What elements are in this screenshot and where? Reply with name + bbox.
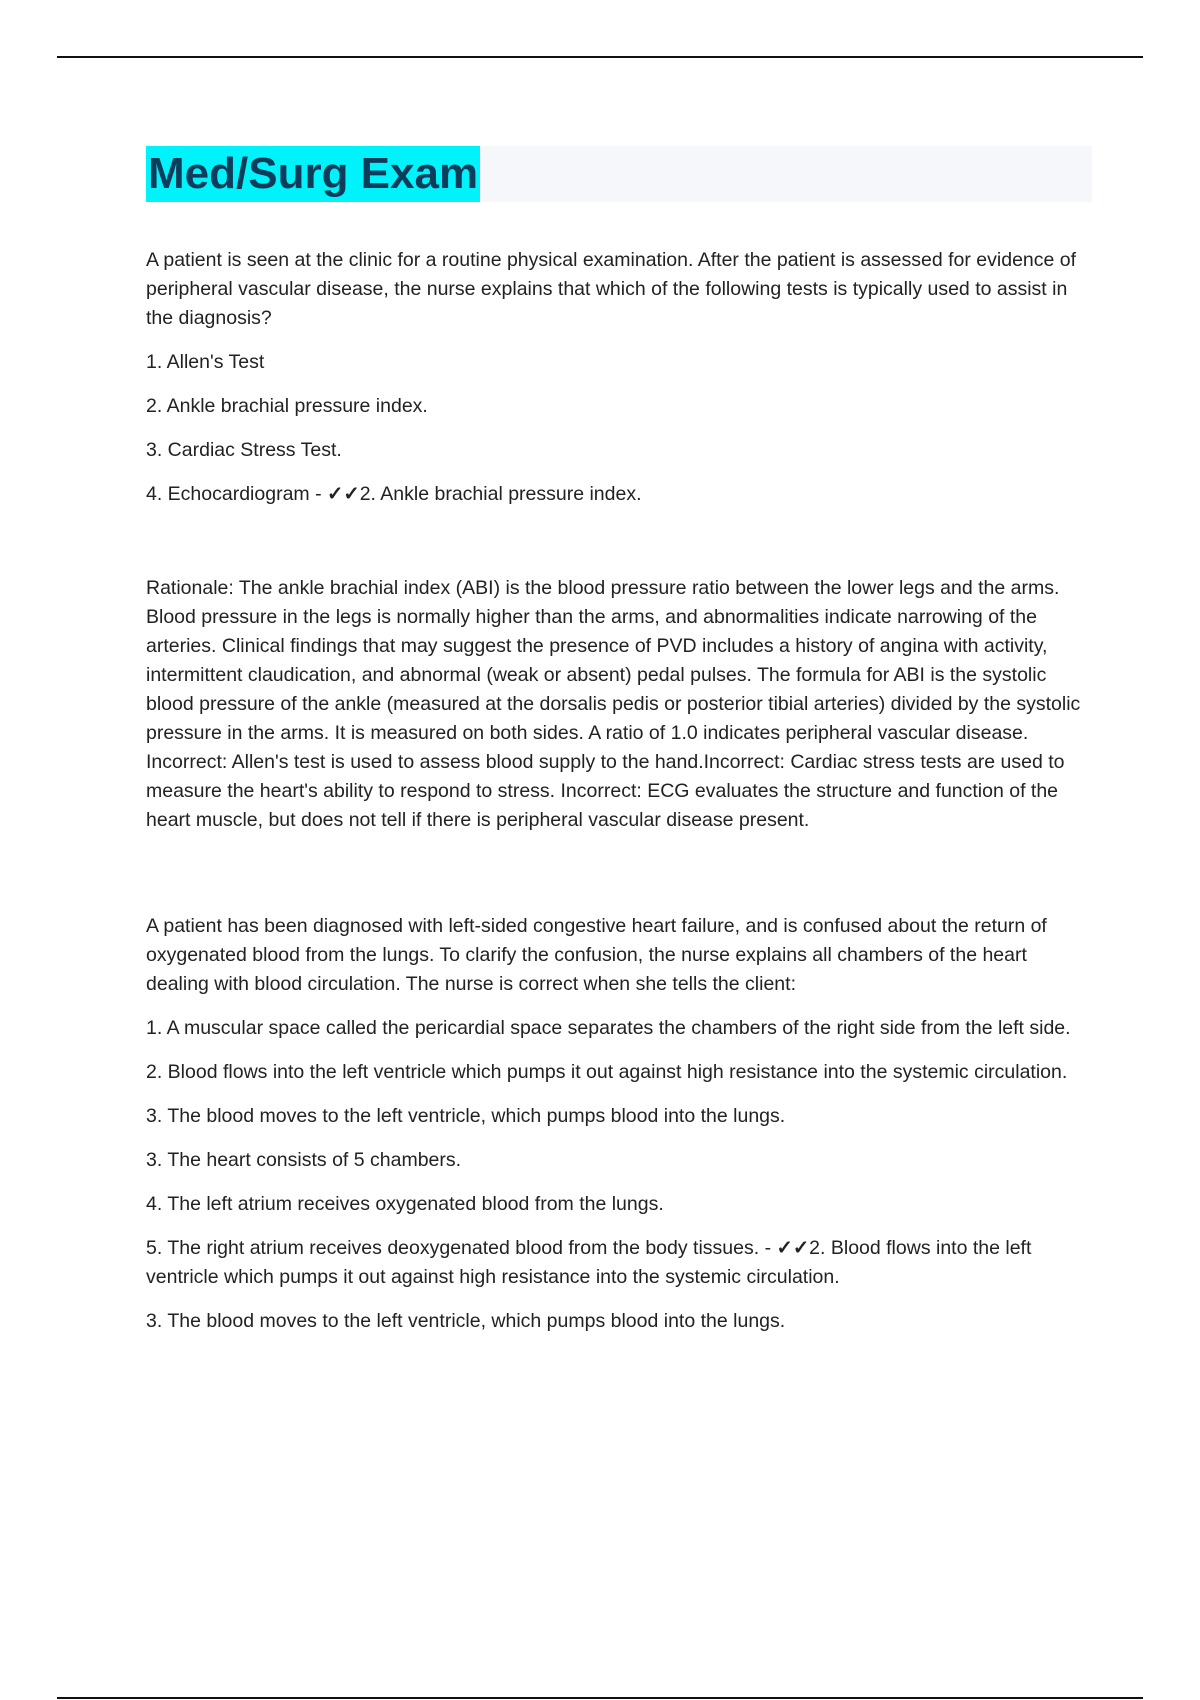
question-2-option-6: 5. The right atrium receives deoxygenated blood from the body tissues. -: [146, 1237, 777, 1259]
question-2-option-1: 1. A muscular space called the pericardial space separates the chambers of the right side from the left side.: [146, 1017, 1071, 1039]
question-1-option-4: 4. Echocardiogram -: [146, 483, 327, 505]
question-2-stem: A patient has been diagnosed with left-sided congestive heart failure, and is confused about the return of oxygenated blood from the lungs. To clarify the confusion, the nurse explains all chambers of the heart dealing with blood circulation. The nurse is correct when she tells the client:: [146, 915, 1047, 995]
question-1-answer: 2. Ankle brachial pressure index.: [359, 483, 642, 505]
question-2-option-2: 2. Blood flows into the left ventricle which pumps it out against high resistance into the systemic circulation.: [146, 1061, 1068, 1083]
spacer: [146, 850, 1092, 912]
spacer: [146, 524, 1092, 574]
check-marks-icon: ✓✓: [327, 483, 360, 505]
question-1-stem: A patient is seen at the clinic for a routine physical examination. After the patient is assessed for evidence of peripheral vascular disease, the nurse explains that which of the following tests is typically used to assist in the diagnosis?: [146, 249, 1077, 329]
page-title: Med/Surg Exam: [146, 146, 480, 202]
question-1-option-1: 1. Allen's Test: [146, 351, 265, 373]
check-marks-icon: ✓✓: [776, 1237, 810, 1259]
question-2-option-3: 3. The blood moves to the left ventricle, which pumps blood into the lungs.: [146, 1105, 786, 1127]
top-rule: [57, 56, 1143, 58]
question-2-option-5: 4. The left atrium receives oxygenated blood from the lungs.: [146, 1193, 664, 1215]
question-1-rationale: Rationale: The ankle brachial index (ABI) is the blood pressure ratio between the lower legs and the arms. Blood pressure in the legs is normally higher than the arms, and abnormalities indicate narrowing of the arteries. Clinical findings that may suggest the presence of PVD includes a history of angina with activity, intermittent claudication, and abnormal (weak or absent) pedal pulses. The formula for ABI is the systolic blood pressure of the ankle (measured at the dorsalis pedis or posterior tibial arteries) divided by the systolic pressure in the arms. It is measured on both sides. A ratio of 1.0 indicates peripheral vascular disease. Incorrect: Allen's test is used to assess blood supply to the hand.Incorrect: Cardiac stress tests are used to measure the heart's ability to respond to stress. Incorrect: ECG evaluates the structure and function of the heart muscle, but does not tell if there is peripheral vascular disease present.: [146, 577, 1081, 831]
bottom-rule: [57, 1697, 1143, 1699]
question-2-option-4: 3. The heart consists of 5 chambers.: [146, 1149, 462, 1171]
question-1-option-4-with-answer: [146, 480, 1092, 509]
question-2-answer-extra: 3. The blood moves to the left ventricle, which pumps blood into the lungs.: [146, 1310, 786, 1332]
question-2-option-6-with-answer: [146, 1234, 1092, 1292]
question-1-option-2: 2. Ankle brachial pressure index.: [146, 395, 428, 417]
question-2-answer: 2. Blood flows into the left ventricle which pumps it out against high resistance into the systemic circulation.: [146, 1237, 1032, 1288]
document-body: [146, 246, 1092, 1351]
question-1-option-3: 3. Cardiac Stress Test.: [146, 439, 342, 461]
